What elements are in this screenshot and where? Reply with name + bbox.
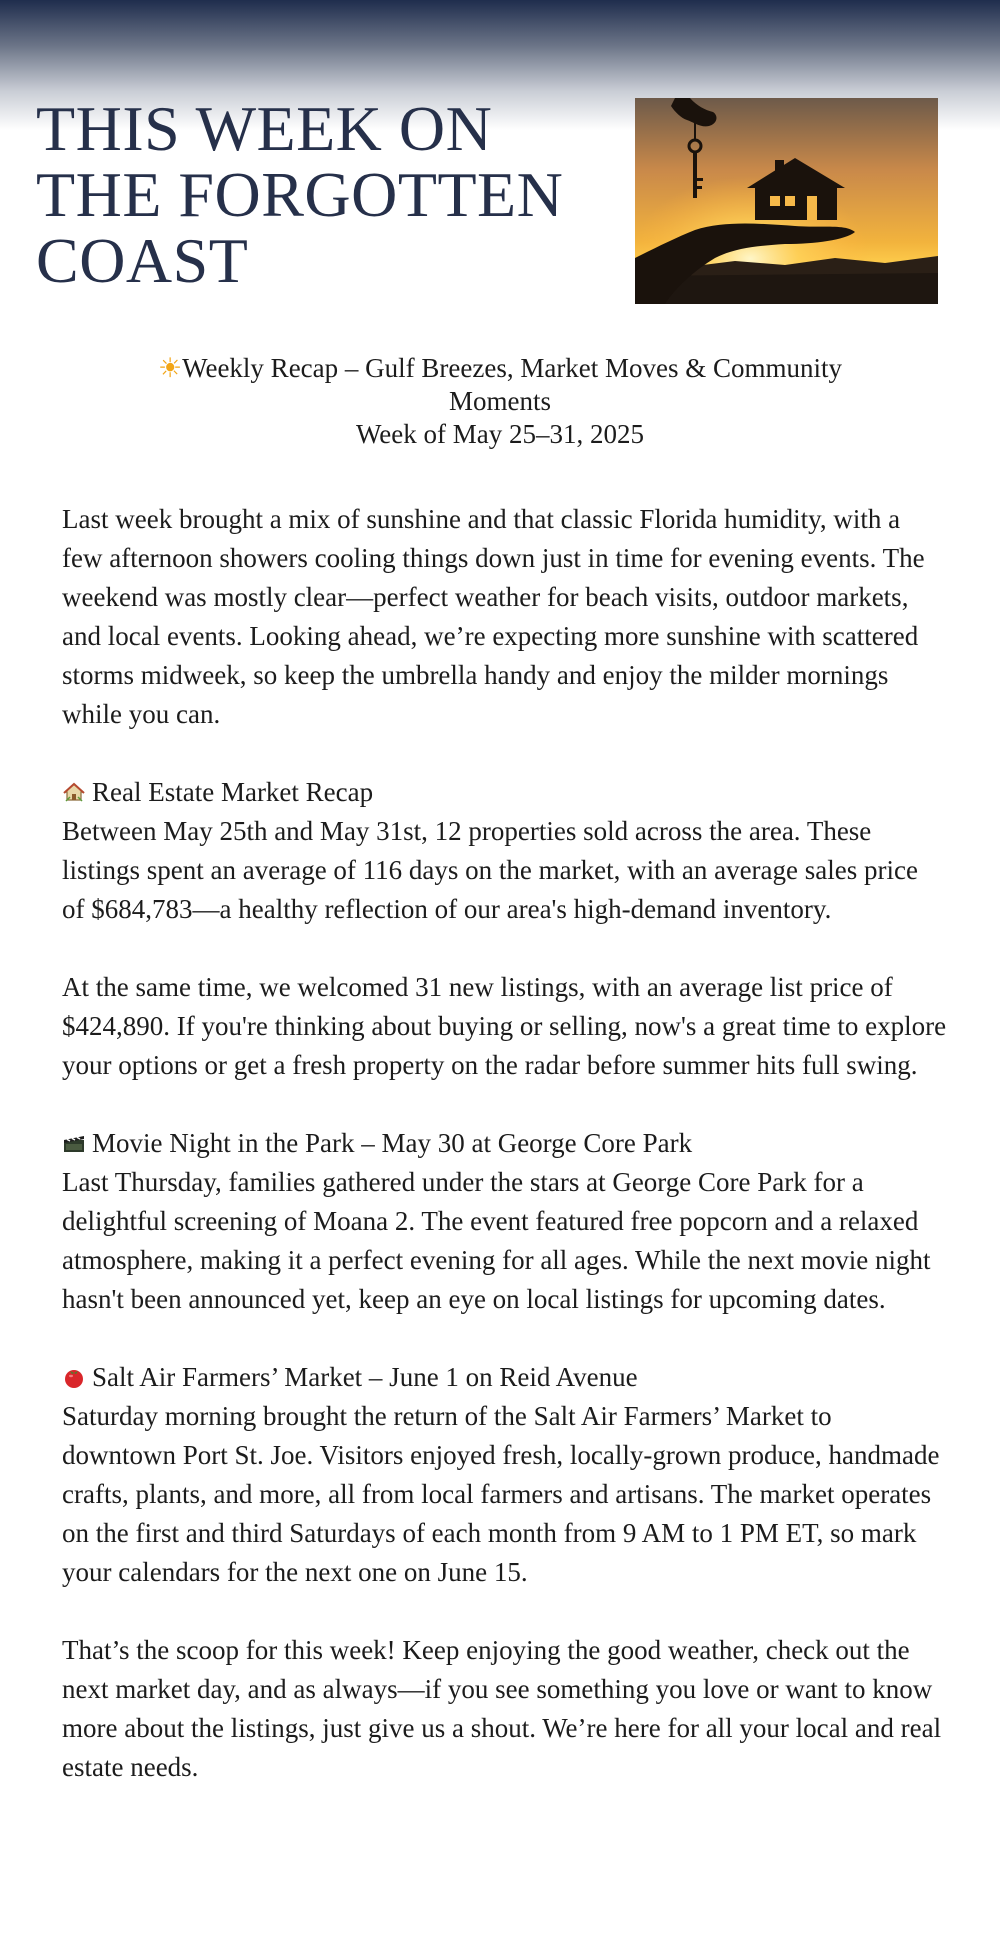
title-line-2: THE FORGOTTEN: [36, 159, 564, 230]
newsletter-body: [62, 500, 947, 1826]
intro-paragraph: Last week brought a mix of sunshine and that classic Florida humidity, with a few afternoon showers cooling things down just in time for evening events. The weekend was mostly clear—perfect weather for beach visits, outdoor markets, and local events. Looking ahead, we’re expecting more sunshine with scattered storms midweek, so keep the umbrella handy and enjoy the milder mornings while you can.: [62, 504, 925, 729]
movie-night-section: [62, 1124, 947, 1319]
farmers-market-heading: [62, 1358, 947, 1397]
title-line-3: COAST: [36, 225, 249, 296]
subheader-line-1: [100, 352, 900, 385]
real-estate-section: [62, 773, 947, 929]
movie-night-heading-text: Movie Night in the Park – May 30 at George Core Park: [92, 1128, 693, 1158]
tomato-icon: [62, 1365, 86, 1389]
real-estate-heading-text: Real Estate Market Recap: [92, 777, 374, 807]
subheader-line-1-text: Weekly Recap – Gulf Breezes, Market Moves & Community: [182, 353, 843, 383]
subheader-line-2: Moments: [448, 386, 551, 416]
movie-night-text: Last Thursday, families gathered under the stars at George Core Park for a delightful screening of Moana 2. The event featured free popcorn and a relaxed atmosphere, making it a perfect evening for all ages. While the next movie night hasn't been announced yet, keep an eye on local listings for upcoming dates.: [62, 1167, 931, 1314]
real-estate-heading: [62, 773, 947, 812]
newsletter-title: [36, 93, 616, 296]
movie-night-heading: [62, 1124, 947, 1163]
clapperboard-icon: [62, 1131, 86, 1155]
house-key-sunset-image: [635, 98, 938, 304]
sun-icon: ☀: [157, 353, 183, 383]
real-estate-sold-text: Between May 25th and May 31st, 12 properties sold across the area. These listings spent an average of 116 days on the market, with an average sales price of $684,783—a healthy reflection of our area's high-demand inventory.: [62, 816, 918, 924]
week-dates: Week of May 25–31, 2025: [355, 419, 645, 449]
farmers-market-heading-text: Salt Air Farmers’ Market – June 1 on Reid Avenue: [92, 1362, 638, 1392]
farmers-market-text: Saturday morning brought the return of the Salt Air Farmers’ Market to downtown Port St. Joe. Visitors enjoyed fresh, locally-grown produce, handmade crafts, plants, and more, all from local farmers and artisans. The market operates on the first and third Saturdays of each month from 9 AM to 1 PM ET, so mark your calendars for the next one on June 15.: [62, 1401, 940, 1587]
recap-subheader: [100, 352, 900, 451]
house-icon: [62, 780, 86, 804]
title-line-1: THIS WEEK ON: [36, 93, 493, 164]
new-listings-paragraph: At the same time, we welcomed 31 new listings, with an average list price of $424,890. If you're thinking about buying or selling, now's a great time to explore your options or get a fresh property on the radar before summer hits full swing.: [62, 972, 947, 1080]
closing-paragraph: That’s the scoop for this week! Keep enjoying the good weather, check out the next market day, and as always—if you see something you love or want to know more about the listings, just give us a shout. We’re here for all your local and real estate needs.: [62, 1635, 942, 1782]
farmers-market-section: [62, 1358, 947, 1592]
